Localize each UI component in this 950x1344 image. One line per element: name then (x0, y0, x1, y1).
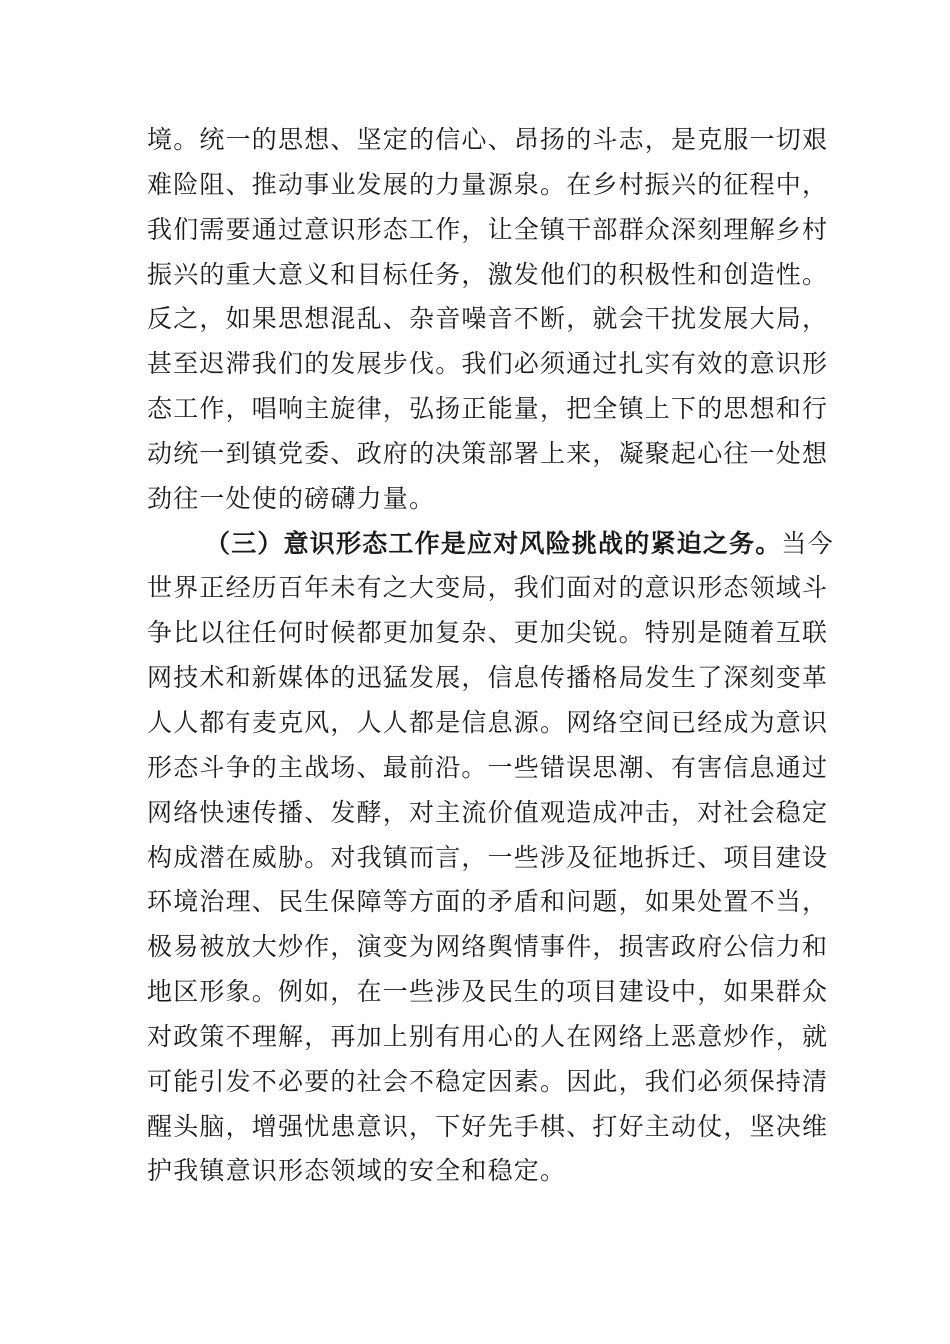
paragraph-line: 网技术和新媒体的迅猛发展，信息传播格局发生了深刻变革 (147, 663, 829, 693)
section-heading: （三）意识形态工作是应对风险挑战的紧迫之务。 (205, 528, 782, 558)
paragraph-line: 构成潜在威胁。对我镇而言，一些涉及征地拆迁、项目建设 (147, 842, 829, 872)
paragraph-line: 醒头脑，增强忧患意识，下好先手棋、打好主动仗，坚决维 (147, 1111, 829, 1141)
paragraph-line: 极易被放大炒作，演变为网络舆情事件，损害政府公信力和 (147, 932, 829, 962)
paragraph-line: 形态斗争的主战场、最前沿。一些错误思潮、有害信息通过 (147, 752, 829, 782)
paragraph-line: 人人都有麦克风，人人都是信息源。网络空间已经成为意识 (147, 707, 829, 737)
paragraph-line: 网络快速传播、发酵，对主流价值观造成冲击，对社会稳定 (147, 797, 829, 827)
heading-line-rest: 当今 (781, 528, 834, 558)
paragraph-line: 对政策不理解，再加上别有用心的人在网络上恶意炒作，就 (147, 1021, 829, 1051)
document-body (147, 118, 834, 1194)
paragraph-first-line (147, 522, 834, 567)
paragraph-line: 劲往一处使的磅礴力量。 (147, 483, 436, 513)
paragraph-line: 难险阻、推动事业发展的力量源泉。在乡村振兴的征程中， (147, 169, 829, 199)
paragraph-line: 地区形象。例如，在一些涉及民生的项目建设中，如果群众 (147, 977, 829, 1007)
paragraph-line: 反之，如果思想混乱、杂音噪音不断，就会干扰发展大局， (147, 304, 829, 334)
paragraph-line: 世界正经历百年未有之大变局，我们面对的意识形态领域斗 (147, 573, 829, 603)
paragraph-line: 振兴的重大意义和目标任务，激发他们的积极性和创造性。 (147, 259, 829, 289)
paragraph-line: 动统一到镇党委、政府的决策部署上来，凝聚起心往一处想 (147, 438, 829, 468)
paragraph-line: 我们需要通过意识形态工作，让全镇干部群众深刻理解乡村 (147, 214, 829, 244)
paragraph-2 (147, 522, 834, 1195)
paragraph-1 (147, 118, 829, 522)
paragraph-line: 甚至迟滞我们的发展步伐。我们必须通过扎实有效的意识形 (147, 349, 829, 379)
paragraph-line: 可能引发不必要的社会不稳定因素。因此，我们必须保持清 (147, 1066, 829, 1096)
paragraph-line: 护我镇意识形态领域的安全和稳定。 (147, 1156, 567, 1186)
paragraph-line: 争比以往任何时候都更加复杂、更加尖锐。特别是随着互联 (147, 618, 829, 648)
paragraph-line: 态工作，唱响主旋律，弘扬正能量，把全镇上下的思想和行 (147, 394, 829, 424)
paragraph-line: 环境治理、民生保障等方面的矛盾和问题，如果处置不当， (147, 887, 829, 917)
paragraph-line: 境。统一的思想、坚定的信心、昂扬的斗志，是克服一切艰 (147, 125, 829, 154)
